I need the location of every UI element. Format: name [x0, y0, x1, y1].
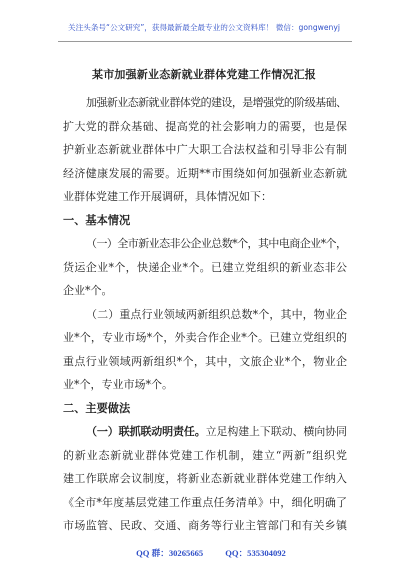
paragraph-line: 经济健康发展的需要。近期**市围绕如何加强新业态新就 — [63, 166, 348, 180]
paragraph-line: 扩大党的群众基础、提高党的社会影响力的需要，也是保 — [63, 119, 348, 133]
line-text: 立足构建上下联动、横向协同 — [205, 425, 347, 438]
paragraph-line: 《全市*年度基层党建工作重点任务清单》中，细化明确了 — [63, 495, 348, 509]
paragraph-line: 货运企业*个，快递企业*个。已建立党组织的新业态非公 — [63, 260, 348, 274]
paragraph-line: 业*个，专业市场*个，外卖合作企业*个。已建立党组织的 — [63, 331, 348, 344]
paragraph-line — [63, 420, 347, 444]
paragraph-line: 的新业态新就业群体党建工作机制，建立“两新”组织党 — [63, 448, 348, 462]
item-lead-title: （一）联抓联动明责任。 — [86, 425, 206, 438]
document-title: 某市加强新业态新就业群体党建工作情况汇报 — [92, 68, 316, 81]
paragraph-line: 业群体党建工作开展调研，具体情况如下： — [63, 190, 272, 203]
paragraph-line: 建工作联席会议制度，将新业态新就业群体党建工作纳入 — [63, 472, 348, 485]
paragraph-line: 市场监管、民政、交通、商务等行业主管部门和有关乡镇 — [63, 519, 348, 532]
paragraph-line: 加强新业态新就业群体党的建设，是增强党的阶级基础、 — [86, 96, 347, 109]
section-heading: 二、主要做法 — [63, 401, 131, 415]
qq-group-number: QQ 群：30265665 — [136, 548, 204, 558]
paragraph-line: 重点行业领域两新组织*个，其中，文旅企业*个，物业企 — [63, 354, 348, 368]
document-body — [63, 91, 347, 538]
watermark-banner: 关注头条号“公文研究”，获得最新最全最专业的公文资料库！ 微信：gongwenyj — [68, 23, 340, 32]
footer-contact — [0, 546, 408, 560]
paragraph-line: （二）重点行业领域两新组织总数*个，其中，物业企 — [86, 307, 348, 321]
header-divider — [58, 41, 352, 42]
paragraph-line: 护新业态新就业群体中广大职工合法权益和引导非公有制 — [63, 143, 348, 156]
paragraph-line: 业*个，专业市场*个。 — [63, 378, 173, 391]
paragraph-line: （一）全市新业态非公企业总数*个，其中电商企业*个， — [86, 237, 347, 250]
paragraph-line: 企业*个。 — [63, 284, 113, 297]
qq-number: QQ：535304092 — [225, 548, 286, 558]
section-heading: 一、基本情况 — [63, 213, 131, 227]
